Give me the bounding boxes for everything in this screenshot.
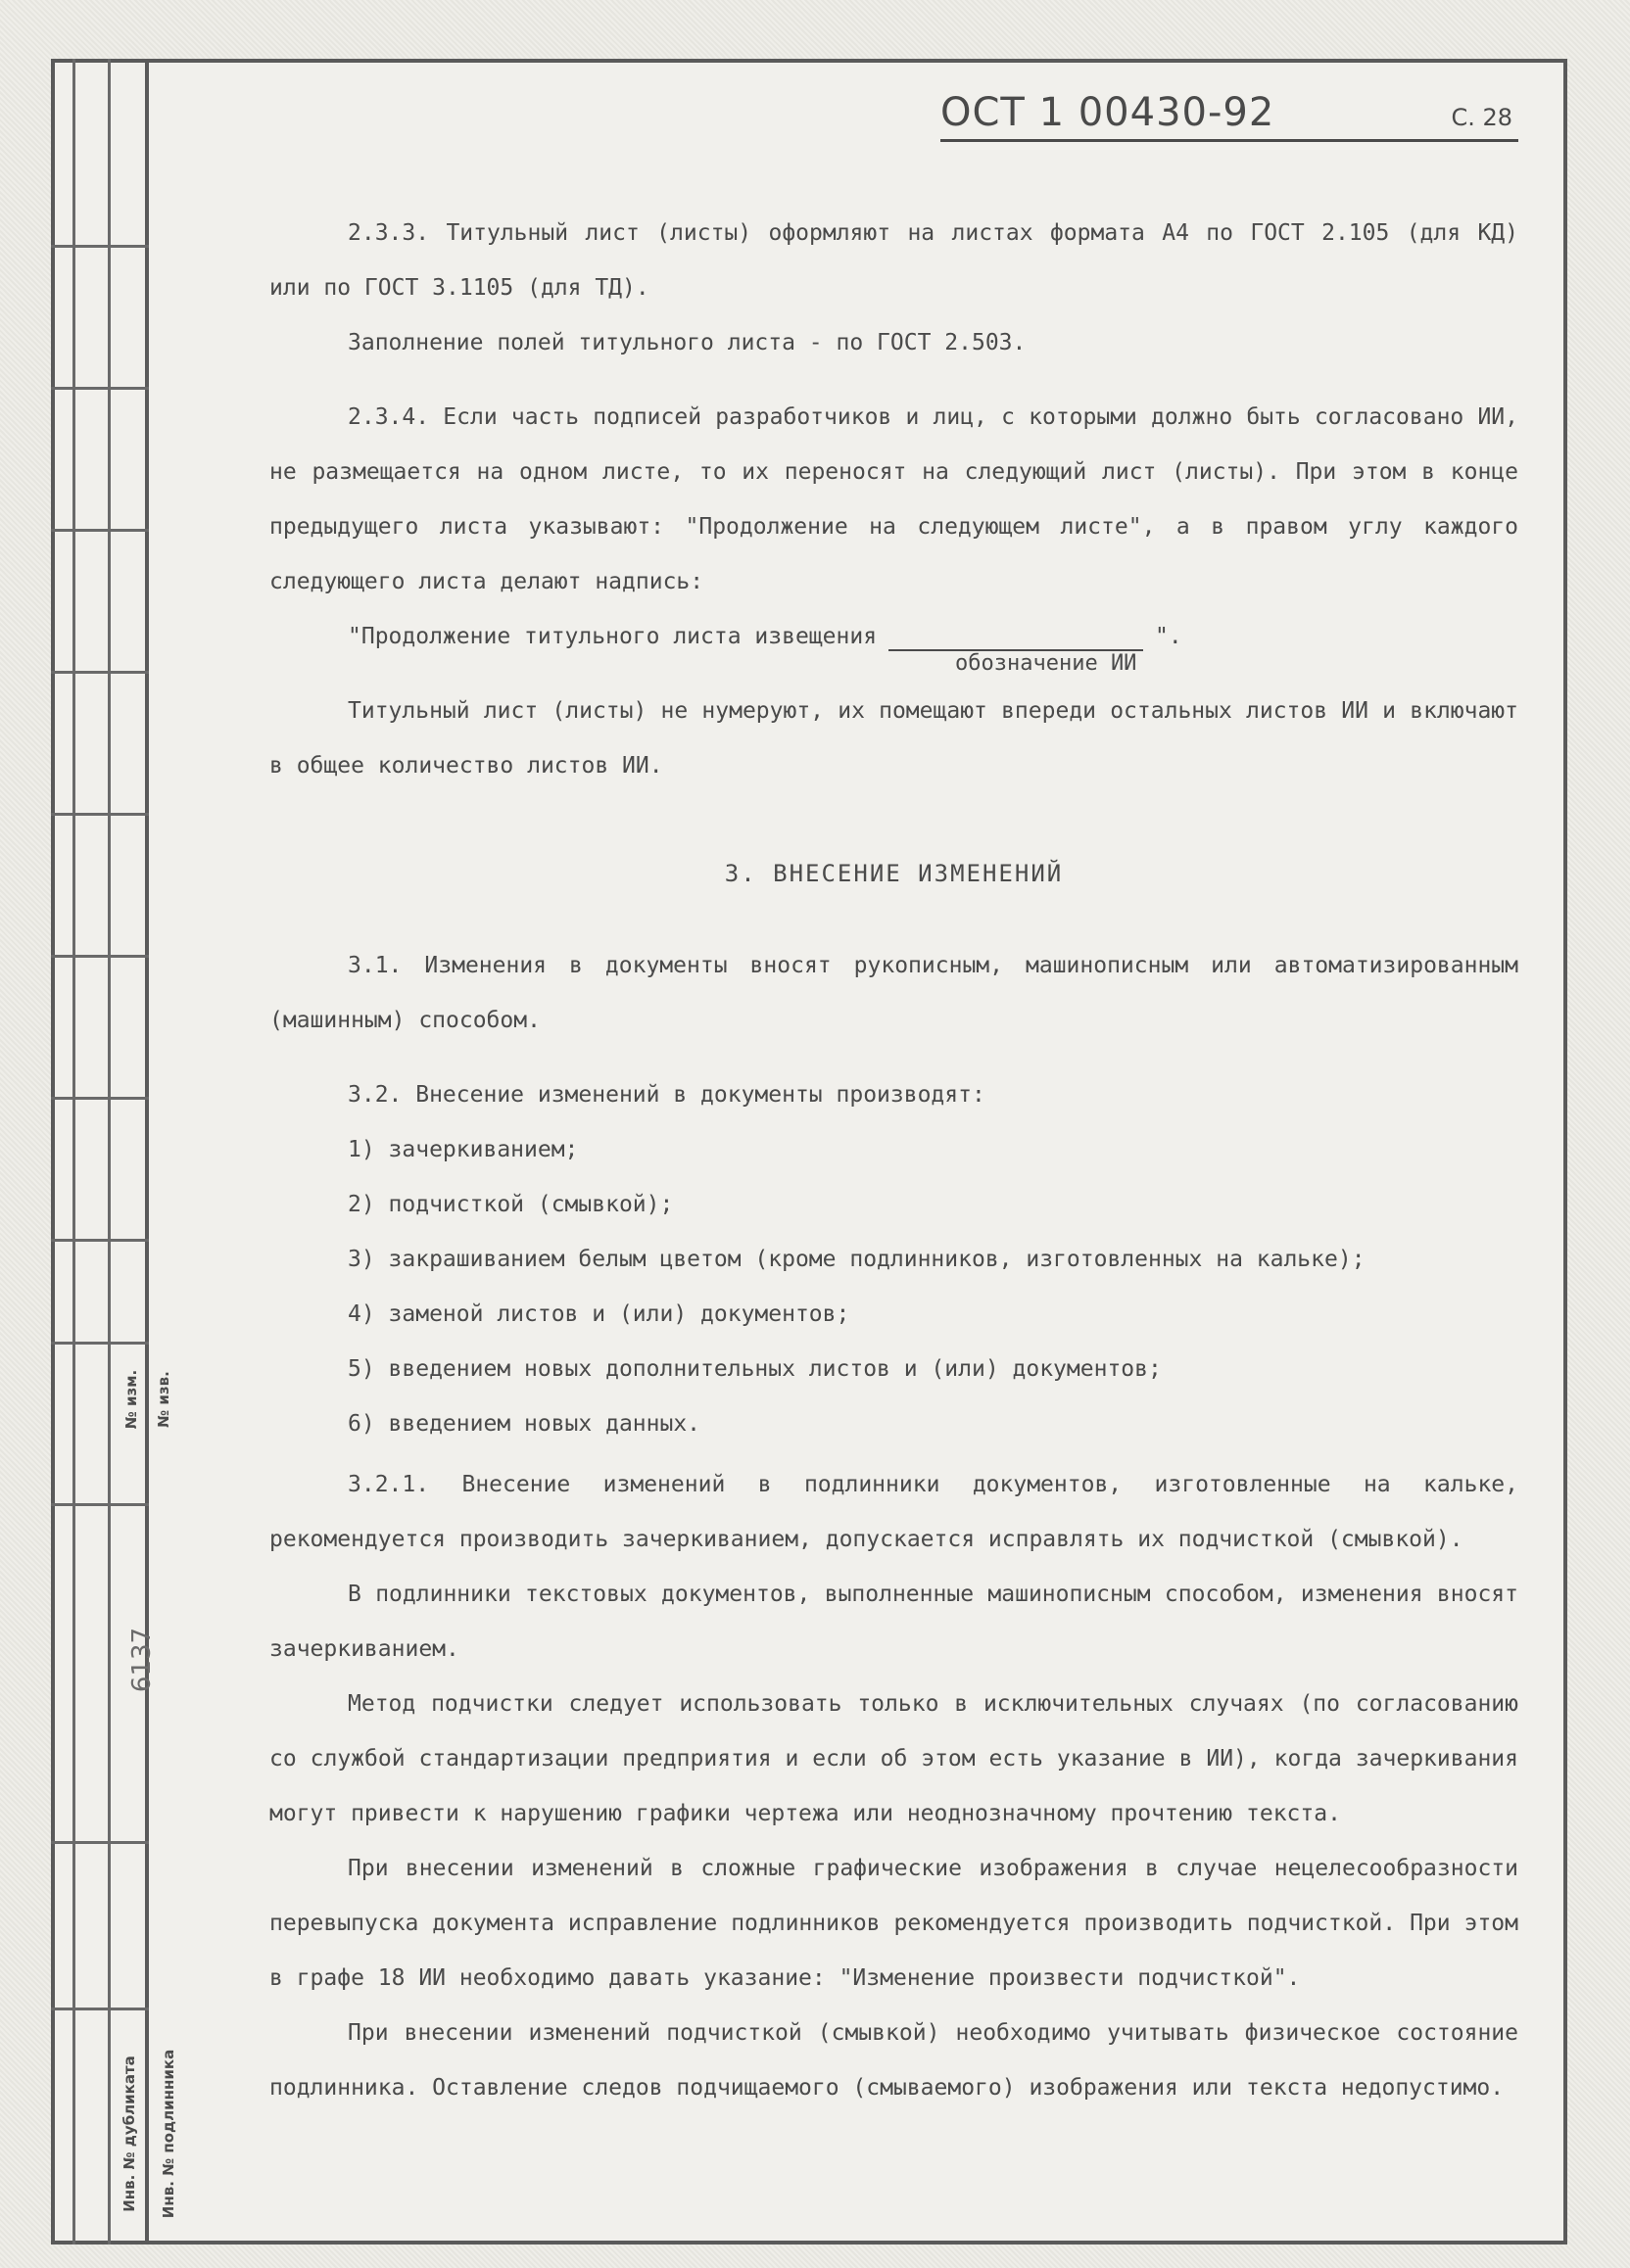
stub-label-inv-dubl: Инв. № дубликата [120,2055,138,2212]
paragraph-3-2-1-physical: При внесении изменений подчисткой (смывкой) необходимо учитывать физическое состояние подлинника. Оставление следов подчищаемого (смываемого) изображения или текста недопустимо. [269,2020,1518,2101]
stub-row-line [51,1503,149,1506]
signature-prefix: "Продолжение титульного листа извещения [348,624,878,649]
document-code: ОСТ 1 00430-92 [940,90,1275,135]
stub-label-izm: № изм. [122,1369,141,1430]
paragraph-2-3-4: 2.3.4. Если часть подписей разработчиков и лиц, с которыми должно быть согласовано ИИ, не размещается на одном листе, то их переносят на следующий лист (листы). При этом в конце предыдущего листа указывают: "Продолжение на следующем листе", а в правом углу каждого следующего листа делают надпись: [269,404,1518,594]
page-number: С. 28 [1451,104,1512,131]
paragraph-3-2-1: 3.2.1. Внесение изменений в подлинники документов, изготовленные на кальке, рекомендуется производить зачеркиванием, допускается исправлять их подчисткой (смывкой). [269,1472,1518,1552]
paragraph-2-3-3-fill: Заполнение полей титульного листа - по ГОСТ 2.503. [348,330,1027,355]
list-item: 5) введением новых дополнительных листов и (или) документов; [348,1356,1162,1382]
paragraph-3-2: 3.2. Внесение изменений в документы производят: [348,1082,985,1108]
stub-row-line [51,529,149,532]
stub-label-inv-podl: Инв. № подлинника [160,2049,178,2219]
list-item: 1) зачеркиванием; [348,1137,579,1162]
stub-row-line [51,1097,149,1100]
paragraph-3-1: 3.1. Изменения в документы вносят рукописным, машинописным или автоматизированным (машинным) способом. [269,953,1518,1033]
stub-row-line [51,387,149,390]
stub-label-izv: № изв. [154,1371,172,1428]
page-header [940,90,1518,142]
paragraph-3-2-1-erasure: Метод подчистки следует использовать только в исключительных случаях (по согласованию со службой стандартизации предприятия и если об этом есть указание в ИИ), когда зачеркивания могут привести к нарушению графики чертежа или неоднозначному прочтению текста. [269,1691,1518,1826]
stub-row-line [51,245,149,248]
list-item: 4) заменой листов и (или) документов; [348,1301,850,1327]
document-body [269,206,1518,2115]
stub-row-line [51,671,149,674]
paragraph-3-2-1-graphics: При внесении изменений в сложные графические изображения в случае нецелесообразности перевыпуска документа исправление подлинников рекомендуется производить подчисткой. При этом в графе 18 ИИ необходимо давать указание: "Изменение произвести подчисткой". [269,1856,1518,1991]
stub-row-line [51,2008,149,2010]
list-item: 6) введением новых данных. [348,1411,701,1437]
paragraph-3-2-1-typed: В подлинники текстовых документов, выполненные машинописным способом, изменения вносят зачеркиванием. [269,1582,1518,1662]
signature-suffix: ". [1155,624,1182,649]
list-item: 2) подчисткой (смывкой); [348,1192,674,1217]
section-title: 3. ВНЕСЕНИЕ ИЗМЕНЕНИЙ [724,860,1064,887]
list-item: 3) закрашиванием белым цветом (кроме подлинников, изготовленных на кальке); [348,1247,1366,1272]
stub-row-line [51,813,149,816]
paragraph-2-3-4-note: Титульный лист (листы) не нумеруют, их помещают впереди остальных листов ИИ и включают в общее количество листов ИИ. [269,698,1518,779]
signature-caption: обозначение ИИ [955,651,1137,676]
paragraph-2-3-3: 2.3.3. Титульный лист (листы) оформляют на листах формата А4 по ГОСТ 2.105 (для КД) или по ГОСТ 3.1105 (для ТД). [269,220,1518,301]
stub-row-line [51,1841,149,1844]
stub-number: 6137 [127,1627,158,1693]
stub-row-line [51,1342,149,1345]
stub-row-line [51,1239,149,1242]
stub-row-line [51,955,149,958]
left-stamp-column [51,59,178,2244]
